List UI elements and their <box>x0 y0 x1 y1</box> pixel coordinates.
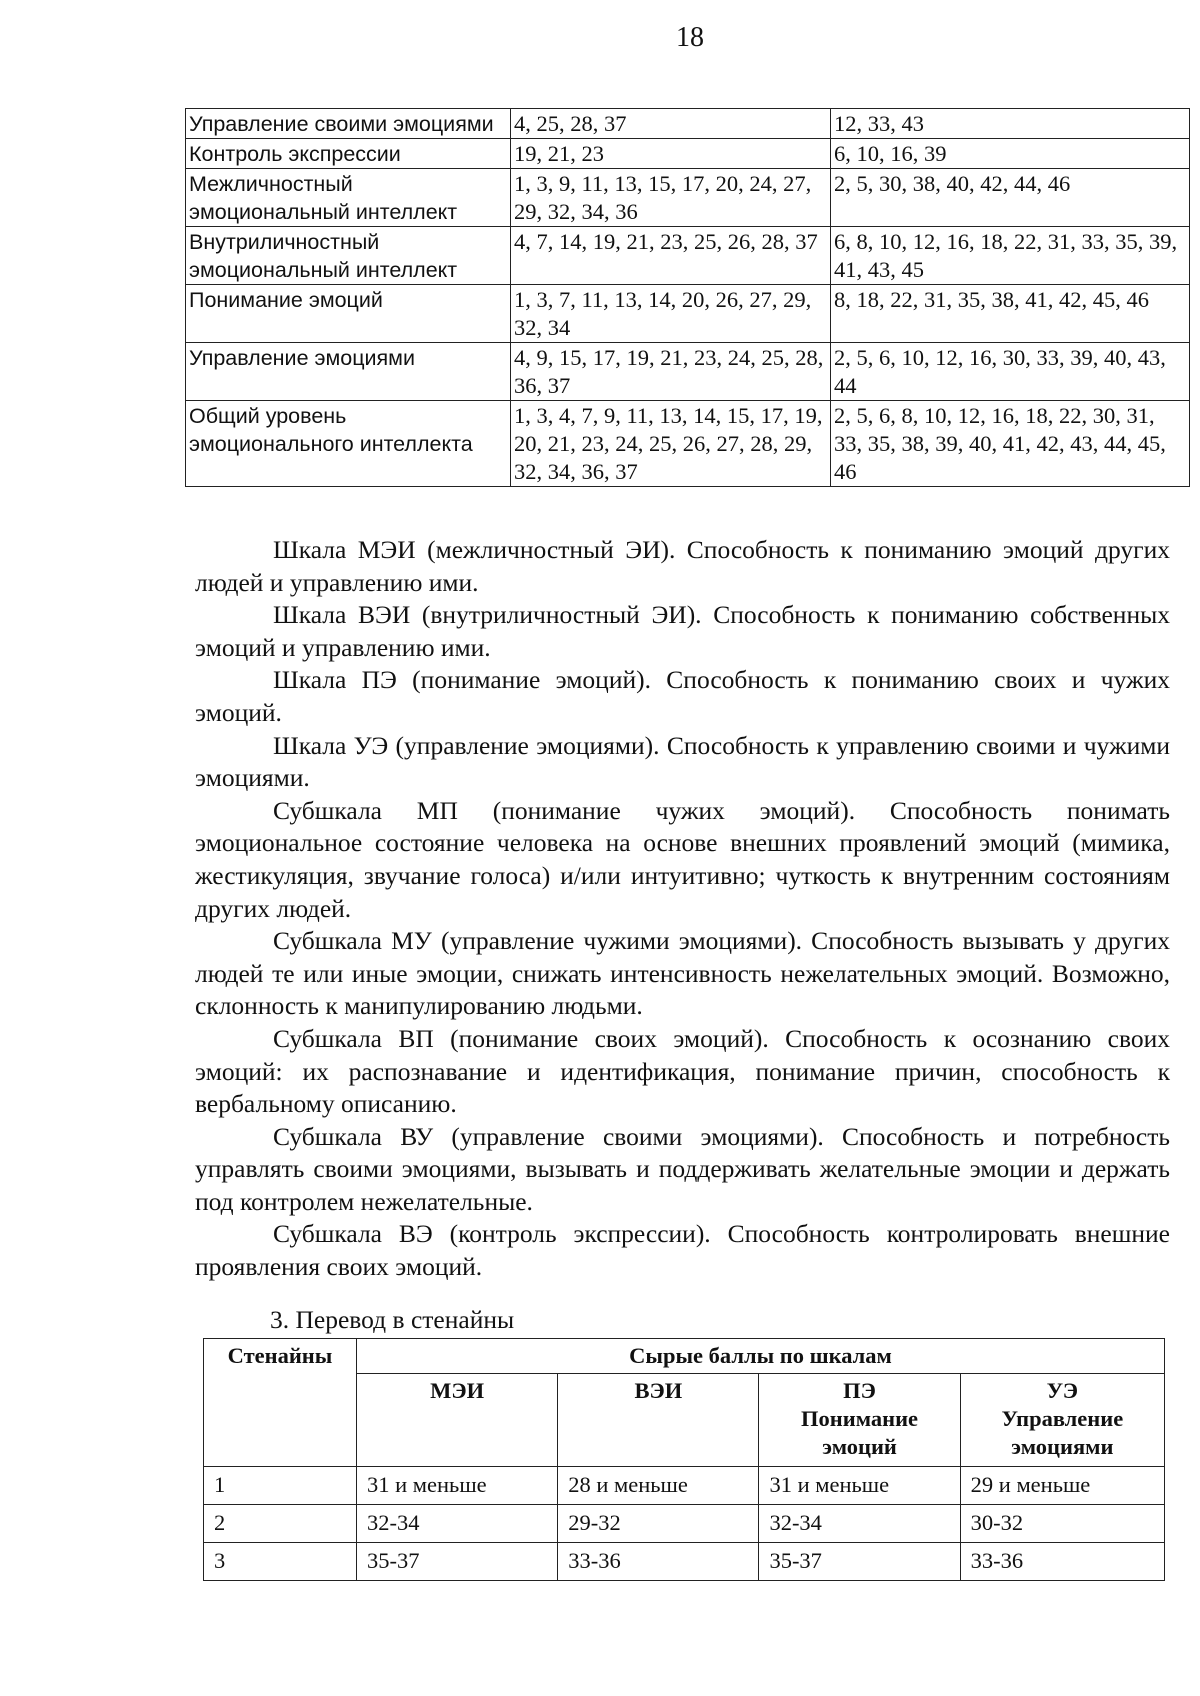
value-cell: 32-34 <box>357 1505 558 1543</box>
column-desc: Управление <box>1001 1406 1124 1431</box>
reverse-items-cell: 6, 8, 10, 12, 16, 18, 22, 31, 33, 35, 39, 41, 43, 45 <box>831 227 1190 285</box>
direct-items-cell: 1, 3, 4, 7, 9, 11, 13, 14, 15, 17, 19, 20, 21, 23, 24, 25, 26, 27, 28, 29, 32, 34, 36, 37 <box>511 401 831 487</box>
table-row <box>204 1467 1165 1505</box>
column-abbr: ПЭ <box>843 1378 876 1403</box>
direct-items-cell: 1, 3, 7, 11, 13, 14, 20, 26, 27, 29, 32, 34 <box>511 285 831 343</box>
direct-items-cell: 4, 25, 28, 37 <box>511 109 831 139</box>
paragraph-ve: Субшкала ВЭ (контроль экспрессии). Способность контролировать внешние проявления своих эмоций. <box>195 1219 1170 1282</box>
column-desc: эмоциями <box>1011 1434 1114 1459</box>
reverse-items-cell: 8, 18, 22, 31, 35, 38, 41, 42, 45, 46 <box>831 285 1190 343</box>
column-header-mei <box>357 1374 558 1467</box>
scale-name-cell: Управление своими эмоциями <box>186 109 511 139</box>
value-cell: 30-32 <box>960 1505 1164 1543</box>
paragraph-mei: Шкала МЭИ (межличностный ЭИ). Способность к пониманию эмоций других людей и управлению ими. <box>195 535 1170 597</box>
value-cell: 31 и меньше <box>759 1467 960 1505</box>
raw-scores-header: Сырые баллы по шкалам <box>357 1339 1165 1374</box>
table-header-row <box>204 1339 1165 1374</box>
paragraph-vp: Субшкала ВП (понимание своих эмоций). Способность к осознанию своих эмоций: их распознавание и идентификация, понимание причин, способность к вербальному описанию. <box>195 1023 1170 1119</box>
paragraph-pe: Шкала ПЭ (понимание эмоций). Способность к пониманию своих и чужих эмоций. <box>195 665 1170 727</box>
table-row <box>186 139 1190 169</box>
value-cell: 29 и меньше <box>960 1467 1164 1505</box>
value-cell: 35-37 <box>357 1543 558 1581</box>
scale-name-cell: Понимание эмоций <box>186 285 511 343</box>
value-cell: 32-34 <box>759 1505 960 1543</box>
column-abbr: УЭ <box>1046 1378 1079 1403</box>
scoring-key-table <box>185 108 1190 487</box>
column-abbr: ВЭИ <box>634 1378 683 1403</box>
direct-items-cell: 1, 3, 9, 11, 13, 15, 17, 20, 24, 27, 29, 32, 34, 36 <box>511 169 831 227</box>
column-header-pe <box>759 1374 960 1467</box>
value-cell: 33-36 <box>558 1543 759 1581</box>
value-cell: 35-37 <box>759 1543 960 1581</box>
scale-name-cell: Контроль экспрессии <box>186 139 511 169</box>
scale-name-cell: Внутриличностный эмоциональный интеллект <box>186 227 511 285</box>
direct-items-cell: 4, 9, 15, 17, 19, 21, 23, 24, 25, 28, 36, 37 <box>511 343 831 401</box>
sten-cell: 1 <box>204 1467 357 1505</box>
paragraph-vu: Субшкала ВУ (управление своими эмоциями). Способность и потребность управлять своими эмоциями, вызывать и поддерживать желательные эмоции и держать под контролем нежелательные. <box>195 1121 1170 1216</box>
stens-table <box>203 1338 1165 1581</box>
reverse-items-cell: 2, 5, 6, 8, 10, 12, 16, 18, 22, 30, 31, 33, 35, 38, 39, 40, 41, 42, 43, 44, 45, 46 <box>831 401 1190 487</box>
direct-items-cell: 4, 7, 14, 19, 21, 23, 25, 26, 28, 37 <box>511 227 831 285</box>
reverse-items-cell: 2, 5, 6, 10, 12, 16, 30, 33, 39, 40, 43, 44 <box>831 343 1190 401</box>
scale-name-cell: Межличностный эмоциональный интеллект <box>186 169 511 227</box>
direct-items-cell: 19, 21, 23 <box>511 139 831 169</box>
column-header-ue <box>960 1374 1164 1467</box>
table-row <box>186 169 1190 227</box>
column-abbr: МЭИ <box>430 1378 485 1403</box>
paragraph-mp: Субшкала МП (понимание чужих эмоций). Способность понимать эмоциональное состояние человека на основе внешних проявлений эмоций (мимика, жестикуляция, звучание голоса) и/или интуитивно; чуткость к внутренним состояниям других людей. <box>195 795 1170 923</box>
sten-cell: 2 <box>204 1505 357 1543</box>
stens-column-header: Стенайны <box>204 1339 357 1467</box>
reverse-items-cell: 6, 10, 16, 39 <box>831 139 1190 169</box>
section-heading: 3. Перевод в стенайны <box>270 1305 515 1334</box>
value-cell: 29-32 <box>558 1505 759 1543</box>
scale-name-cell: Управление эмоциями <box>186 343 511 401</box>
paragraph-ue: Шкала УЭ (управление эмоциями). Способность к управлению своими и чужими эмоциями. <box>195 730 1170 793</box>
sten-cell: 3 <box>204 1543 357 1581</box>
value-cell: 31 и меньше <box>357 1467 558 1505</box>
table-row <box>204 1505 1165 1543</box>
column-desc: Понимание <box>801 1406 919 1431</box>
table-row <box>186 401 1190 487</box>
value-cell: 33-36 <box>960 1543 1164 1581</box>
reverse-items-cell: 12, 33, 43 <box>831 109 1190 139</box>
scale-name-cell: Общий уровень эмоционального интеллекта <box>186 401 511 487</box>
table-row <box>186 343 1190 401</box>
page-number: 18 <box>676 22 704 53</box>
table-row <box>186 227 1190 285</box>
table-row <box>186 109 1190 139</box>
scale-descriptions <box>195 534 1170 1284</box>
reverse-items-cell: 2, 5, 30, 38, 40, 42, 44, 46 <box>831 169 1190 227</box>
paragraph-mu: Субшкала МУ (управление чужими эмоциями). Способность вызывать у других людей те или иные эмоции, снижать интенсивность нежелательных эмоций. Возможно, склонность к манипулированию людьми. <box>195 926 1170 1021</box>
paragraph-vei: Шкала ВЭИ (внутриличностный ЭИ). Способность к пониманию собственных эмоций и управлению ими. <box>195 600 1170 662</box>
table-row <box>186 285 1190 343</box>
table-row <box>204 1543 1165 1581</box>
column-desc: эмоций <box>822 1434 897 1459</box>
value-cell: 28 и меньше <box>558 1467 759 1505</box>
column-header-vei <box>558 1374 759 1467</box>
